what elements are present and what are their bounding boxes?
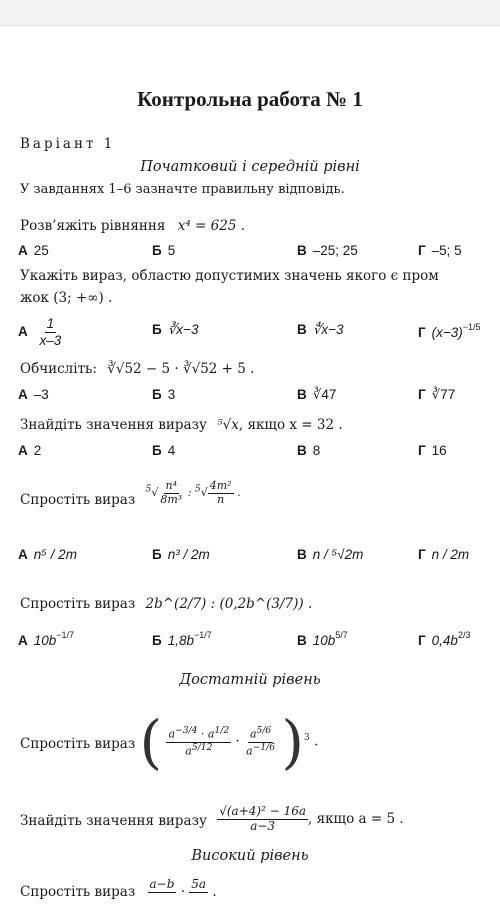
q1-option-g: Г –5; 5 bbox=[418, 243, 462, 258]
q2-option-b: Б ∛x−3 bbox=[152, 322, 199, 337]
q1-option-v: В –25; 25 bbox=[297, 243, 358, 258]
q5-option-b: Б n³ / 2m bbox=[152, 547, 210, 562]
q3-option-v: В ∛47 bbox=[297, 387, 337, 402]
q1-option-a: А 25 bbox=[18, 243, 49, 258]
question-2-text-cont: жок (3; +∞) . bbox=[20, 290, 113, 306]
question-9: Спростіть вираз a−b · 5a . bbox=[20, 877, 217, 900]
q4-option-g: Г 16 bbox=[418, 443, 447, 458]
question-1-text: Розв’яжіть рівняння bbox=[20, 218, 166, 234]
question-4-cond: , якщо x = 32 . bbox=[238, 417, 343, 433]
question-3-expr: ∛√52 − 5 · ∛√52 + 5 . bbox=[107, 361, 255, 377]
level-basic-heading: Початковий і середній рівні bbox=[140, 159, 360, 175]
q5-option-v: В n / ⁵√2m bbox=[297, 547, 364, 562]
level-high-heading: Високий рівень bbox=[191, 848, 309, 864]
question-7-text: Спростіть вираз bbox=[20, 735, 136, 752]
question-8-text: Знайдіть значення виразу bbox=[20, 812, 207, 829]
page-title: Контрольна работа № 1 bbox=[137, 87, 363, 111]
q1-option-b: Б 5 bbox=[152, 243, 176, 258]
q6-option-a: А $10b^{-1/7}$ bbox=[18, 630, 75, 648]
question-4-expr: ⁵√x bbox=[217, 417, 239, 433]
browser-top-bar bbox=[0, 0, 500, 26]
question-6 bbox=[20, 596, 312, 612]
question-2-text: Укажіть вираз, областю допустимих значень якого є пром bbox=[20, 268, 439, 284]
question-4 bbox=[20, 417, 343, 433]
q6-option-v: В $10b^{5/7}$ bbox=[297, 630, 348, 648]
question-8: Знайдіть значення виразу $\frac{\text{√(a+4)² − 16a}}{a-3}$ , якщо a = 5 . bbox=[20, 804, 404, 833]
question-4-text: Знайдіть значення виразу bbox=[20, 417, 207, 433]
question-6-expr: 2b^(2/7) : (0,2b^(3/7)) . bbox=[145, 596, 313, 612]
q4-option-b: Б 4 bbox=[152, 443, 176, 458]
q2-option-a: А $\frac{1}{x-3}$ bbox=[18, 316, 62, 348]
question-9-text: Спростіть вираз bbox=[20, 883, 136, 900]
question-1-expr: x⁴ = 625 . bbox=[177, 218, 245, 234]
question-3-text: Обчисліть: bbox=[20, 361, 97, 377]
variant-heading: Варіант 1 bbox=[20, 136, 116, 152]
question-8-cond: , якщо a = 5 . bbox=[308, 810, 404, 827]
instruction-text: У завданнях 1–6 зазначте правильну відповідь. bbox=[20, 182, 345, 197]
question-3 bbox=[20, 361, 254, 377]
q5-option-a: А n⁵ / 2m bbox=[18, 547, 77, 562]
q3-option-g: Г ∛77 bbox=[418, 387, 456, 402]
q3-option-b: Б 3 bbox=[152, 387, 176, 402]
question-7: Спростіть вираз ( $\frac{a^{-3/4} \cdot a^{1/2}}{a^{5/12}}$ · $\frac{a^{5/6}}{a^{-1/6}}$ )$^3$ . bbox=[20, 708, 319, 776]
q2-option-g: Г $(x-3)^{-1/5}$ bbox=[418, 322, 481, 340]
level-sufficient-heading: Достатній рівень bbox=[179, 672, 321, 688]
document-page bbox=[0, 25, 500, 913]
question-5-expr: $^5$√ $\frac{\text{n⁴}}{\text{8m³}}$ : $^5$√ $\frac{\text{4m²}}{n}$ . bbox=[145, 479, 241, 506]
question-5-text: Спростіть вираз bbox=[20, 492, 136, 509]
q3-option-a: А –3 bbox=[18, 387, 49, 402]
question-5 bbox=[20, 479, 241, 509]
q5-option-g: Г n / 2m bbox=[418, 547, 470, 562]
q4-option-a: А 2 bbox=[18, 443, 42, 458]
question-1 bbox=[20, 218, 245, 234]
question-6-text: Спростіть вираз bbox=[20, 596, 136, 612]
q6-option-b: Б $1,8b^{-1/7}$ bbox=[152, 630, 212, 648]
q6-option-g: Г $0,4b^{2/3}$ bbox=[418, 630, 471, 648]
q4-option-v: В 8 bbox=[297, 443, 321, 458]
q2-option-v: В ∜x−3 bbox=[297, 322, 344, 337]
